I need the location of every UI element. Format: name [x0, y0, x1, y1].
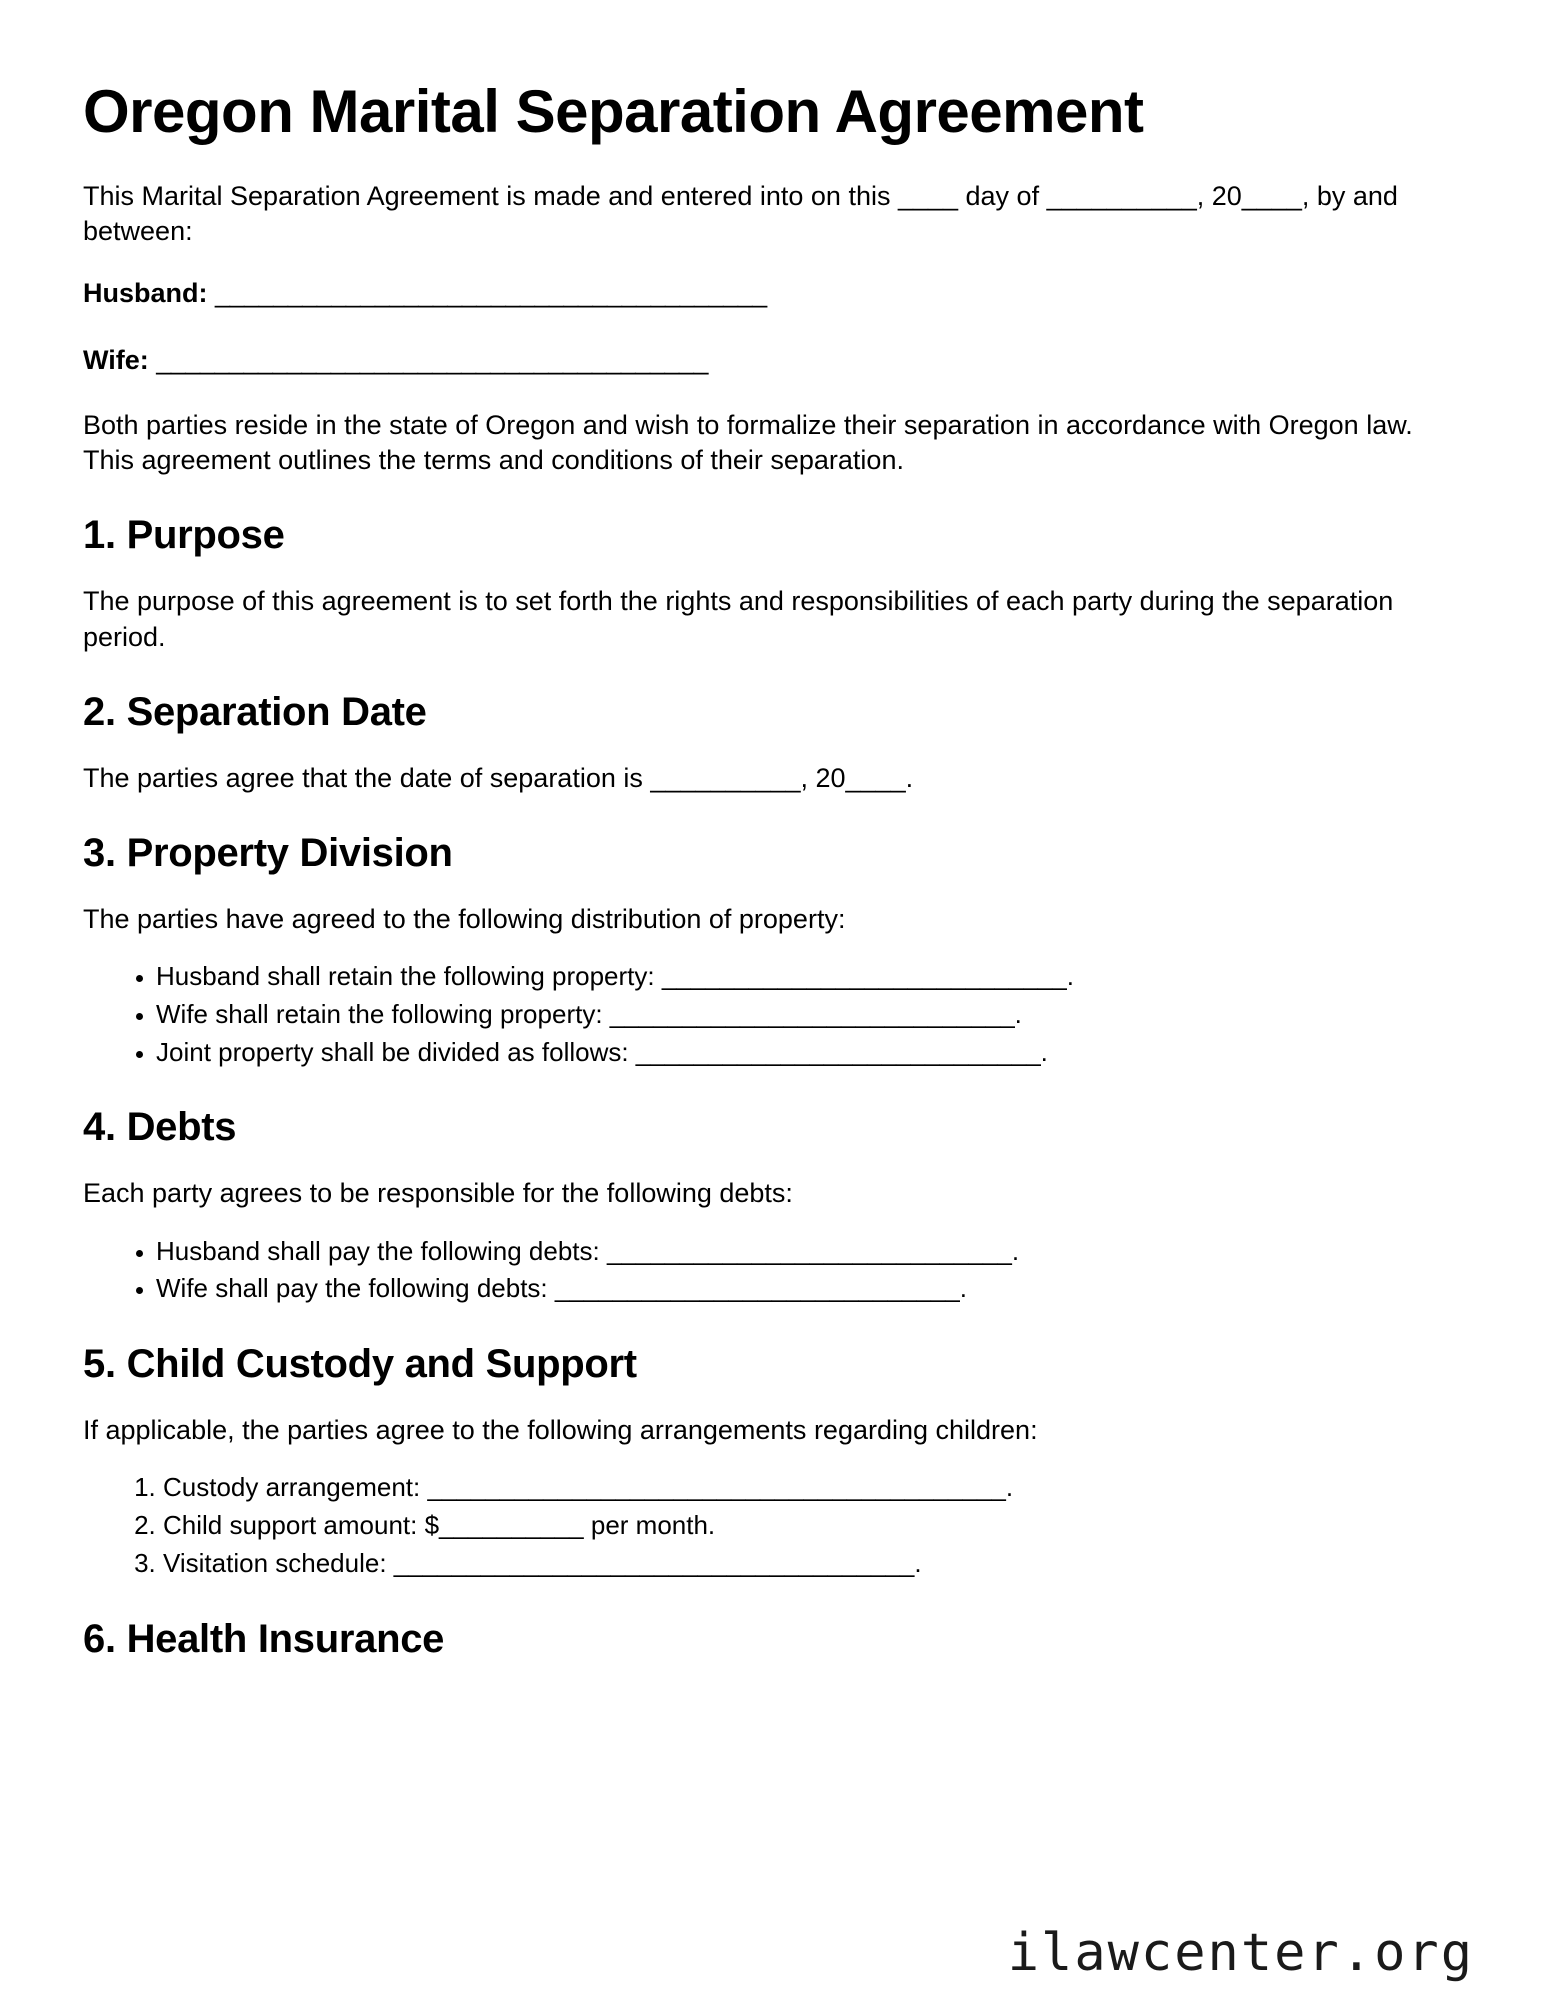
intro-paragraph: This Marital Separation Agreement is made and entered into on this ____ day of __________, 20____, by and between:	[83, 181, 1398, 247]
section-heading-child-custody-and-support: 5. Child Custody and Support	[83, 1342, 637, 1387]
section-body-purpose: The purpose of this agreement is to set forth the rights and responsibilities of each party during the separation period.	[83, 586, 1394, 652]
section-body-child-custody-and-support: If applicable, the parties agree to the following arrangements regarding children:	[83, 1415, 1038, 1446]
section-body-separation-date: The parties agree that the date of separation is __________, 20____.	[83, 762, 914, 793]
husband-blank[interactable]: ______________________________________	[215, 278, 767, 309]
section-heading-health-insurance: 6. Health Insurance	[83, 1617, 445, 1661]
wife-blank[interactable]: ______________________________________	[156, 344, 708, 375]
section-heading-property-division: 3. Property Division	[83, 830, 453, 875]
section-body-debts: Each party agrees to be responsible for the following debts:	[83, 1178, 793, 1209]
list-item: 1. Custody arrangement: ________________________________________.	[163, 1470, 1458, 1506]
list-item: • Wife shall pay the following debts: ____________________________.	[156, 1271, 1458, 1307]
recital-paragraph: Both parties reside in the state of Oregon and wish to formalize their separation in accordance with Oregon law. This agreement outlines the terms and conditions of their separation.	[83, 410, 1413, 476]
page-title: Oregon Marital Separation Agreement	[83, 78, 1144, 145]
section-heading-separation-date: 2. Separation Date	[83, 689, 427, 734]
debts-list	[83, 1234, 1458, 1308]
list-item: • Husband shall pay the following debts: ____________________________.	[156, 1234, 1458, 1270]
list-item: • Wife shall retain the following property: ____________________________.	[156, 997, 1458, 1033]
property-division-list	[83, 959, 1458, 1071]
section-heading-debts: 4. Debts	[83, 1105, 237, 1150]
list-item: • Joint property shall be divided as follows: ____________________________.	[156, 1035, 1458, 1071]
child-custody-list	[83, 1470, 1458, 1582]
section-heading-purpose: 1. Purpose	[83, 513, 285, 558]
list-item: 2. Child support amount: $__________ per month.	[163, 1508, 1458, 1544]
husband-label: Husband:	[83, 278, 208, 309]
list-item: 3. Visitation schedule: ____________________________________.	[163, 1546, 1458, 1582]
wife-label: Wife:	[83, 344, 149, 375]
party-line-wife	[83, 342, 1458, 378]
list-item: • Husband shall retain the following property: ____________________________.	[156, 959, 1458, 995]
party-line-husband	[83, 275, 1458, 311]
section-body-property-division: The parties have agreed to the following distribution of property:	[83, 903, 846, 934]
site-watermark: ilawcenter.org	[1007, 1923, 1474, 1983]
